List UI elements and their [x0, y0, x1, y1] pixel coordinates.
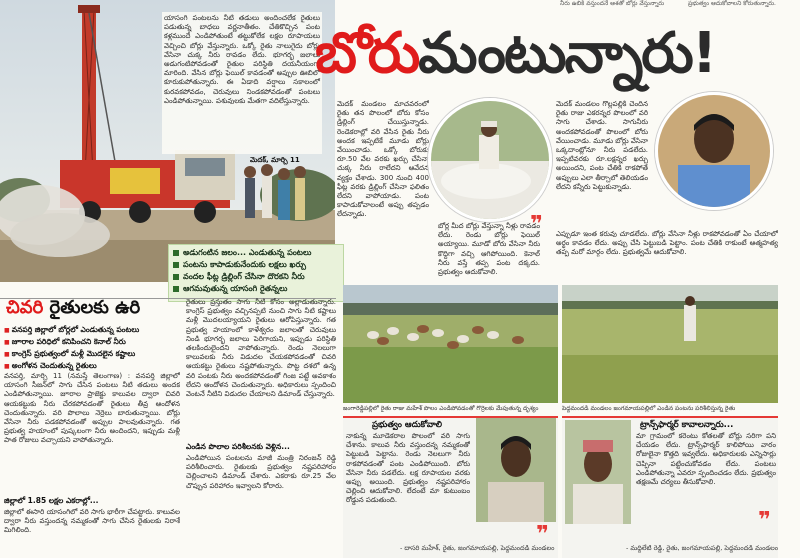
page-headline	[315, 14, 800, 94]
top-fragment-center: నీరు ఉబికి వస్తుందనే ఆశతో బోర్లు వేస్తున్నారు	[560, 0, 665, 7]
dry-paddy-field-photo	[562, 285, 778, 403]
quote-right-body: మా గ్రామంలో కరెంటు కోతలతో బోర్లు సరిగా పని చేయడం లేదు. ట్రాన్స్‌ఫార్మర్ కాలిపోయి వారం రోజులైనా కొత్తది ఇవ్వలేదు. అధికారులకు ఎన్నిసార్లు చెప్పినా పట్టించుకోవడం లేదు. పంటలు ఎండిపోతున్నా ఎవరూ స్పందించడం లేదు. ప్రభుత్వం తక్షణమే చర్యలు తీసుకోవాలి.	[636, 432, 776, 487]
lower-mid-subbody: ఎండిపోయిన పంటలను మాజీ మంత్రి నిరంజన్ రెడ్డి పరిశీలించారు. రైతులకు ప్రభుత్వం నష్టపరిహారం చెల్లించాలని డిమాండ్ చేశారు. ఎకరాకు రూ.25 వేల చొప్పున పరిహారం ఇవ్వాలని కోరారు.	[186, 454, 336, 490]
farmer-drilling-circle-photo	[428, 98, 552, 222]
highlights-box	[168, 244, 344, 302]
lower-mid-body: రైతులు ప్రస్తుతం సాగు నీటి కోసం అల్లాడుతున్నారు. కాంగ్రెస్ ప్రభుత్వం వచ్చినప్పటి నుంచి సాగు నీటి కష్టాలు మళ్లీ మొదలయ్యాయని రైతులు ఆరోపిస్తున్నారు. గత ప్రభుత్వ హయాంలో కాళేశ్వరం జలాలతో చెరువులు నిండి భూగర్భ జలాలు పెరిగాయని, ఇప్పుడు పరిస్థితి తలకిందులైందని వాపోతున్నారు. రెండు నెలలుగా కాలువలకు నీరు విడుదల చేయకపోవడంతో చివరి ఆయకట్టు రైతులు నష్టపోతున్నారు. పొట్ట దశలో ఉన్న వరి పంటకు నీరు అందకపోవడంతో గింజ పట్టే అవకాశం లేదని ఆందోళన చెందుతున్నారు. అధికారులు స్పందించి వెంటనే నీటిని విడుదల చేయాలని డిమాండ్ చేస్తున్నారు.	[186, 298, 336, 399]
quote-mark-icon: ❞	[536, 522, 549, 547]
quote-left-heading: ప్రభుత్వం ఆదుకోవాలి	[372, 420, 442, 430]
highlight-item: అడుగంటిన జలం... ఎండుతున్న పంటలు	[173, 247, 339, 259]
sub-story-points	[4, 324, 184, 372]
photo-caption-right: పెద్దమందడి మండలం జంగమాయపల్లిలో ఎండిన పంటను పరిశీలిస్తున్న రైతు	[562, 405, 736, 412]
quote-left-signature: - దాసరి మహేశ్, రైతు, జంగమాయపల్లి, పెద్దమందడి మండలం	[400, 544, 555, 552]
farmer-mahesh-portrait	[476, 418, 556, 522]
sub-story-title-red: చివరి	[6, 297, 44, 318]
lead-story-dateline: మెదక్, మార్చి 11	[250, 156, 300, 164]
middle-column-body: మెదక్ మండలం మాచవరంలో రైతు తన పొలంలో బోరు కోసం డ్రిల్లింగ్ చేయిస్తున్నాడు. రెండెకరాల్లో వరి వేసిన రైతు నీరు అందక ఇప్పటికే మూడు బోర్లు వేయించాడు. ఒక్కో బోరుకు రూ.50 వేల వరకు ఖర్చు చేసినా చుక్క నీరు రాలేదని ఆవేదన వ్యక్తం చేశాడు. 300 నుంచి 400 ఫీట్ల వరకు డ్రిల్లింగ్ చేసినా ఫలితం లేదని వాపోయాడు. పంట కాపాడుకోవాలంటే అప్పు తప్పడం లేదన్నాడు.	[337, 100, 429, 219]
middle-column-quote: బోర్ల మీద బోర్లు వేస్తున్నా నీళ్లు రావడం లేదు. రెండు బోర్లు ఫెయిల్ అయ్యాయి. మూడో బోరు వేసినా నీరు కొద్దిగా వచ్చి ఆగిపోయింది. కెనాల్ నీరు వస్తే తప్ప పంట దక్కదు. ప్రభుత్వం ఆదుకోవాలి.	[438, 222, 540, 277]
sub-story-point: ■ అంగోళన చెందుతున్న రైతులు	[4, 360, 184, 372]
sub-story-point: ■ కాంగ్రెస్ ప్రభుత్వంలో మళ్లీ మొదలైన కష్టాలు	[4, 348, 184, 360]
lower-mid-subhead: ఎండిన పొలాల పరిశీలనకు వెళ్లిన...	[186, 442, 290, 451]
highlight-item: ఆగమవుతున్న యాసంగి రైతన్నలు	[173, 283, 339, 295]
farmer-portrait-circle-photo	[655, 92, 773, 210]
sub-story-title-dark: రైతులకు ఉరి	[43, 297, 141, 318]
highlight-item: పంటను కాపాడుకునేందుకు లక్షలు ఖర్చు	[173, 259, 339, 271]
farmer-maddileti-portrait	[565, 420, 631, 524]
sub-story-point: ■ వనపర్తి జిల్లాలో బోర్లలో ఎండుతున్న పంటలు	[4, 324, 184, 336]
headline-part-red: బోరు	[315, 21, 419, 86]
quote-mark-icon: ❞	[530, 212, 543, 237]
quote-right-signature: - మద్దిలేటి రెడ్డి, రైతు, జంగమాయపల్లి, పెద్దమందడి మండలం	[626, 544, 779, 552]
sub-story-title	[6, 294, 140, 322]
top-fragment-right: ప్రభుత్వం ఆదుకోవాలని కోరుతున్నారు.	[688, 0, 776, 7]
photo-caption-left: జంగారెడ్డిపల్లిలో రైతు రాజు మహేశ్ పొలం ఎండిపోవడంతో గొర్రెలకు మేపుతున్న దృశ్యం	[343, 405, 539, 412]
sheep-grazing-field-photo	[343, 285, 558, 403]
sub-story-body: వనపర్తి, మార్చి 11 (నమస్తే తెలంగాణ) : వనపర్తి జిల్లాలో యాసంగి సీజన్‌లో సాగు చేసిన పంటలు నీటి తడులు అందక ఎండిపోతున్నాయి. జూరాల ప్రాజెక్టు కాలువల ద్వారా చివరి ఆయకట్టుకు నీరు చేరకపోవడంతో రైతులు తీవ్ర ఆందోళన చెందుతున్నారు. వరి పొలాలు నెర్రెలు బారుతున్నాయి. బోర్లు వేసినా నీరు పడకపోవడంతో అప్పుల పాలవుతున్నారు. గత ప్రభుత్వ హయాంలో పుష్కలంగా నీరు అందిందని, ఇప్పుడు మళ్లీ పాత రోజులు వచ్చాయని వాపోతున్నారు.	[4, 372, 180, 445]
quote-right-heading: ట్రాన్స్‌ఫార్మర్ కావాలన్నారు...	[640, 420, 734, 430]
sub-story-subbody: జిల్లాలో ఈసారి యాసంగిలో వరి సాగు భారీగా చేపట్టారు. కాలువల ద్వారా నీరు వస్తుందన్న నమ్మకంతో సాగు చేసిన రైతులకు నిరాశే మిగిలింది.	[4, 508, 180, 535]
lead-story-body: యాసంగి పంటలను నీటి తడులు అందించలేక రైతులు పడుతున్న బాధలు వర్ణనాతీతం. చేతికొచ్చిన పంట కళ్లముందే ఎండిపోతుంటే తట్టుకోలేక లక్షల రూపాయలు వెచ్చించి బోర్లు వేస్తున్నారు. ఒక్కో రైతు నాలుగైదు బోర్లు వేసినా చుక్క నీరు రావడం లేదు. భూగర్భ జలాలు అడుగంటిపోవడంతో రైతుల పరిస్థితి దయనీయంగా మారింది. వేసిన బోర్లు ఫెయిల్ కావడంతో అప్పుల ఊబిలో కూరుకుపోతున్నారు. ఈ ఏడాది వర్షాలు సకాలంలో కురవకపోవడం, చెరువులు నిండకపోవడంతో పంటలు ఎండిపోతున్నాయి. పశువులకు మేతగా వదిలేస్తున్నారు.	[162, 12, 322, 154]
right-column-body: మెదక్ మండలం గొల్లపల్లికి చెందిన రైతు రాజు ఎకరన్నర పొలంలో వరి సాగు చేశాడు. సాగునీరు అందకపోవడంతో పొలంలో బోరు వేయించాడు. మూడు బోర్లు వేసినా ఒక్కదాంట్లోనూ నీరు పడలేదు. ఇప్పటివరకు రూ.లక్షన్నర ఖర్చు అయిందని, పంట చేతికి రాకపోతే అప్పులు ఎలా తీర్చాలో తెలియడం లేదని కన్నీరు పెట్టుకున్నాడు.	[556, 100, 648, 191]
sub-story-subhead: జిల్లాలో 1.85 లక్షల ఎకరాల్లో...	[4, 496, 99, 505]
headline-part-dark: మంటున్నారు!	[418, 21, 716, 86]
quote-left-body: నాకున్న మూడెకరాల పొలంలో వరి సాగు చేశాను. కాలువ నీరు వస్తుందన్న నమ్మకంతో పెట్టుబడి పెట్టాను. రెండు నెలలుగా నీరు రాకపోవడంతో పంట ఎండిపోయింది. బోరు వేసినా నీరు పడలేదు. లక్ష రూపాయల వరకు అప్పు అయింది. ప్రభుత్వం నష్టపరిహారం చెల్లించి ఆదుకోవాలి. లేదంటే మా కుటుంబం రోడ్డున పడుతుంది.	[346, 432, 470, 505]
highlight-item: వందల ఫీట్ల డ్రిల్లింగ్ చేసినా దొరకని నీరు	[173, 271, 339, 283]
sub-story-point: ■ జూరాల పరిధిలో కనిపించని కెనాల్ నీరు	[4, 336, 184, 348]
quote-mark-icon: ❞	[758, 508, 771, 533]
right-column-quote: ఎప్పుడూ ఇంత కరువు చూడలేదు. బోర్లు వేసినా నీళ్లు రాకపోవడంతో ఏం చేయాలో అర్థం కావడం లేదు. అప్పు చేసి పెట్టుబడి పెట్టాం. పంట చేతికి రాకుంటే ఆత్మహత్య తప్ప మరో మార్గం లేదు. ప్రభుత్వమే ఆదుకోవాలి.	[556, 230, 778, 257]
